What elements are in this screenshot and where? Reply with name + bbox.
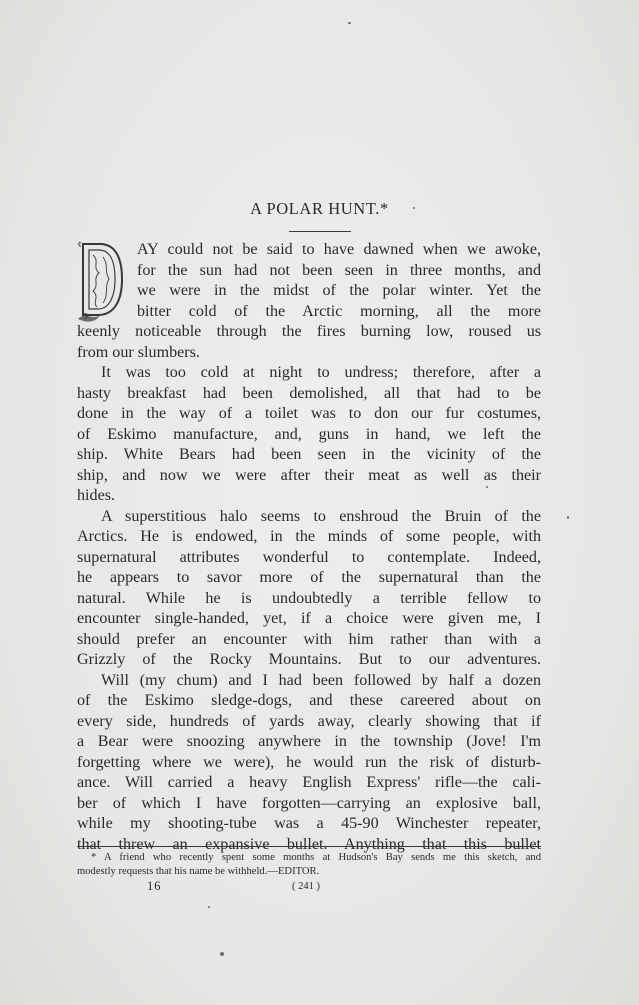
text-line: ber of which I have forgotten—carrying an explosive ball, xyxy=(77,794,541,812)
text-line: Will (my chum) and I had been followed by half a dozen xyxy=(101,671,541,689)
text-line: AY could not be said to have dawned when we awoke, xyxy=(137,241,541,258)
text-line: hides. xyxy=(77,487,115,504)
text-line: bitter cold of the Arctic morning, all the more xyxy=(137,302,541,320)
footnote-line: * A friend who recently spent some months at Hudson's Bay sends me this sketch, and xyxy=(91,852,541,863)
text-line: a Bear were snoozing anywhere in the township (Jove! I'm xyxy=(77,733,541,750)
text-line: It was too cold at night to undress; therefore, after a xyxy=(101,364,541,381)
text-line: keenly noticeable through the fires burning low, roused us xyxy=(77,323,541,340)
text-line: he appears to savor more of the supernatural than the xyxy=(77,569,541,586)
text-line: encounter single-handed, yet, if a choice were given me, I xyxy=(77,610,541,627)
chapter-title: A POLAR HUNT.* xyxy=(250,199,389,218)
text-line: while my shooting-tube was a 45-90 Winchester repeater, xyxy=(77,815,541,832)
text-line: ship. White Bears had been seen in the vicinity of the xyxy=(77,446,541,463)
body-text xyxy=(77,240,541,855)
text-line: forgetting where we were), he would run the risk of disturb- xyxy=(77,753,541,771)
paper-speck xyxy=(220,952,224,956)
text-line: A superstitious halo seems to enshroud the Bruin of the xyxy=(101,507,541,525)
text-line: done in the way of a toilet was to don our fur costumes, xyxy=(77,405,541,422)
text-line: should prefer an encounter with him rather than with a xyxy=(77,630,541,648)
footnote-line: modestly requests that his name be withheld.—EDITOR. xyxy=(77,866,320,877)
text-line: for the sun had not been seen in three months, and xyxy=(137,261,541,279)
footnote-rule xyxy=(77,846,541,847)
text-line: hasty breakfast had been demolished, all that had to be xyxy=(77,384,541,402)
footnote xyxy=(77,851,541,879)
text-line: supernatural attributes wonderful to contemplate. Indeed, xyxy=(77,548,541,566)
text-line: natural. While he is undoubtedly a terrible fellow to xyxy=(77,589,541,607)
text-line: ship, and now we were after their meat as well as their xyxy=(77,466,541,484)
signature-mark: 16 xyxy=(147,879,162,893)
text-line: of the Eskimo sledge-dogs, and these careered about on xyxy=(77,692,541,709)
text-line: every side, hundreds of yards away, clearly showing that if xyxy=(77,712,541,730)
text-line: Grizzly of the Rocky Mountains. But to our adventures. xyxy=(77,651,541,668)
paper-speck xyxy=(348,22,351,24)
page-number: ( 241 ) xyxy=(292,881,320,892)
text-line: ance. Will carried a heavy English Express' rifle—the cali- xyxy=(77,774,541,791)
text-line: from our slumbers. xyxy=(77,343,200,361)
text-line: that threw an expansive bullet. Anything that this bullet xyxy=(77,835,541,853)
text-line: Arctics. He is endowed, in the minds of some people, with xyxy=(77,528,541,545)
title-rule xyxy=(289,231,351,232)
paper-speck xyxy=(567,516,569,519)
text-line: of Eskimo manufacture, and, guns in hand, we left the xyxy=(77,425,541,443)
paper-speck xyxy=(208,906,210,908)
text-line: we were in the midst of the polar winter. Yet the xyxy=(137,282,541,299)
